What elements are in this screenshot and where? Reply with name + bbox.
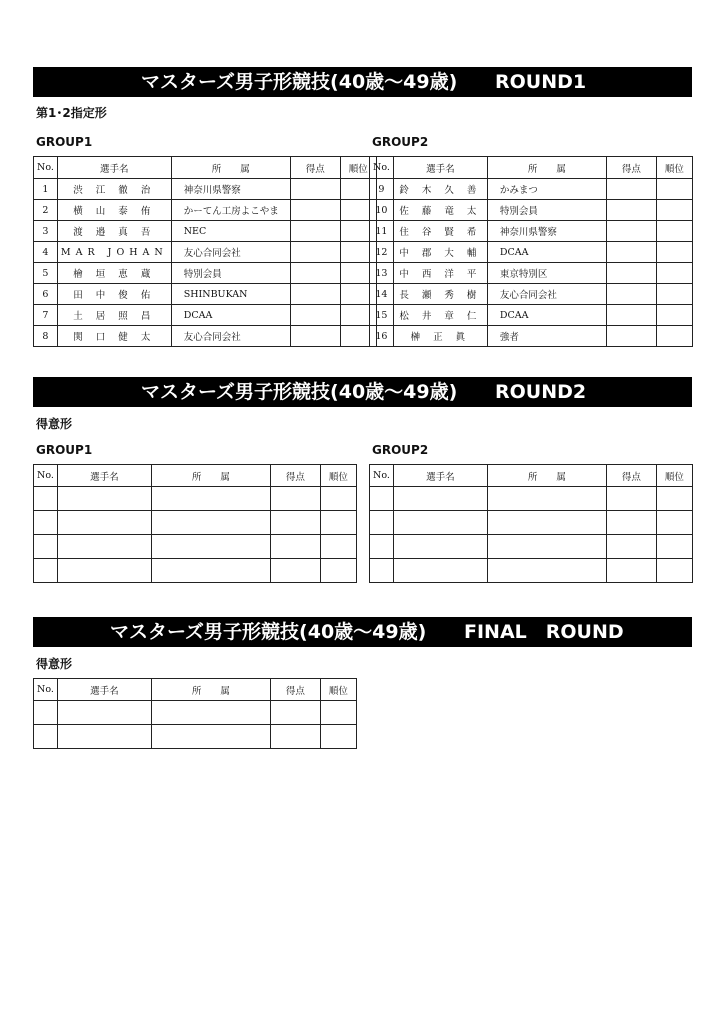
athlete-affiliation: DCAA: [487, 305, 606, 326]
athlete-name: 長 瀬 秀 樹: [393, 284, 487, 305]
score-cell: [606, 179, 656, 200]
round1-group1-table: [33, 156, 377, 347]
round2-group1-table: [33, 464, 357, 583]
athlete-affiliation: 東京特別区: [487, 263, 606, 284]
score-cell: [606, 200, 656, 221]
score-cell: [270, 535, 320, 559]
athlete-affiliation: [151, 725, 270, 749]
athlete-name: [393, 559, 487, 583]
entry-number: 6: [34, 284, 58, 305]
rank-cell: [656, 559, 692, 583]
score-cell: [270, 725, 320, 749]
header-score: 得点: [270, 679, 320, 701]
table-header-row: [370, 157, 693, 179]
score-cell: [290, 221, 340, 242]
athlete-affiliation: NEC: [171, 221, 290, 242]
table-row: [370, 284, 693, 305]
score-cell: [290, 284, 340, 305]
entry-number: [370, 559, 394, 583]
header-no: No.: [370, 465, 394, 487]
athlete-name: 檜 垣 恵 蔵: [57, 263, 171, 284]
entry-number: 16: [370, 326, 394, 347]
header-name: 選手名: [57, 465, 151, 487]
table-row: [34, 242, 377, 263]
table-row: [370, 305, 693, 326]
entry-number: [34, 725, 58, 749]
round2-group2-label: GROUP2: [372, 443, 429, 457]
athlete-name: 田 中 俊 佑: [57, 284, 171, 305]
rank-cell: [320, 559, 356, 583]
table-header-row: [34, 465, 357, 487]
header-affiliation: 所 属: [487, 465, 606, 487]
athlete-affiliation: DCAA: [171, 305, 290, 326]
table-header-row: [34, 157, 377, 179]
score-cell: [290, 326, 340, 347]
athlete-name: [393, 511, 487, 535]
header-rank: 順位: [320, 465, 356, 487]
final-subtitle: 得意形: [36, 657, 73, 671]
athlete-affiliation: [151, 701, 270, 725]
header-name: 選手名: [57, 157, 171, 179]
header-name: 選手名: [57, 679, 151, 701]
table-row: [34, 326, 377, 347]
header-rank: 順位: [656, 157, 692, 179]
score-cell: [290, 242, 340, 263]
athlete-name: 中 西 洋 平: [393, 263, 487, 284]
entry-number: [34, 559, 58, 583]
athlete-affiliation: DCAA: [487, 242, 606, 263]
score-cell: [290, 305, 340, 326]
round2-round-label: ROUND2: [495, 381, 587, 403]
entry-number: 15: [370, 305, 394, 326]
table-header-row: [34, 679, 357, 701]
athlete-affiliation: 神奈川県警察: [171, 179, 290, 200]
header-name: 選手名: [393, 465, 487, 487]
rank-cell: [656, 200, 692, 221]
rank-cell: [656, 487, 692, 511]
header-no: No.: [370, 157, 394, 179]
athlete-name: 渡 邉 真 吾: [57, 221, 171, 242]
table-row: [370, 487, 693, 511]
header-affiliation: 所 属: [151, 679, 270, 701]
athlete-name: 松 井 章 仁: [393, 305, 487, 326]
entry-number: [34, 701, 58, 725]
rank-cell: [320, 487, 356, 511]
athlete-affiliation: [151, 535, 270, 559]
athlete-affiliation: 特別会員: [171, 263, 290, 284]
entry-number: 14: [370, 284, 394, 305]
rank-cell: [320, 535, 356, 559]
athlete-name: 鈴 木 久 善: [393, 179, 487, 200]
athlete-name: [393, 535, 487, 559]
header-no: No.: [34, 465, 58, 487]
athlete-affiliation: [487, 559, 606, 583]
rank-cell: [656, 179, 692, 200]
table-row: [370, 559, 693, 583]
table-row: [34, 305, 377, 326]
final-title: マスターズ男子形競技(40歳〜49歳): [110, 621, 427, 643]
entry-number: [34, 487, 58, 511]
athlete-name: [57, 559, 151, 583]
entry-number: 2: [34, 200, 58, 221]
score-cell: [606, 326, 656, 347]
header-score: 得点: [606, 157, 656, 179]
round2-banner: [33, 377, 692, 407]
athlete-name: 住 谷 賢 希: [393, 221, 487, 242]
athlete-name: 関 口 健 太: [57, 326, 171, 347]
athlete-affiliation: SHINBUKAN: [171, 284, 290, 305]
header-affiliation: 所 属: [171, 157, 290, 179]
entry-number: 8: [34, 326, 58, 347]
table-row: [34, 511, 357, 535]
athlete-name: 榊 正 眞: [393, 326, 487, 347]
score-cell: [606, 284, 656, 305]
round2-group1-label: GROUP1: [36, 443, 93, 457]
header-score: 得点: [290, 157, 340, 179]
athlete-name: 佐 藤 竜 太: [393, 200, 487, 221]
rank-cell: [656, 511, 692, 535]
rank-cell: [656, 263, 692, 284]
entry-number: 7: [34, 305, 58, 326]
athlete-affiliation: 友心合同会社: [171, 242, 290, 263]
table-row: [370, 326, 693, 347]
table-row: [370, 535, 693, 559]
round1-round-label: ROUND1: [495, 71, 587, 93]
round1-group2-label: GROUP2: [372, 135, 429, 149]
table-row: [34, 701, 357, 725]
athlete-affiliation: [487, 487, 606, 511]
table-header-row: [370, 465, 693, 487]
final-round-label: FINAL ROUND: [464, 621, 624, 643]
round1-banner: [33, 67, 692, 97]
athlete-affiliation: [151, 559, 270, 583]
athlete-affiliation: [151, 511, 270, 535]
entry-number: 11: [370, 221, 394, 242]
table-row: [34, 725, 357, 749]
athlete-name: [393, 487, 487, 511]
athlete-affiliation: [151, 487, 270, 511]
score-cell: [270, 511, 320, 535]
final-table: [33, 678, 357, 749]
entry-number: 13: [370, 263, 394, 284]
athlete-affiliation: [487, 535, 606, 559]
table-row: [34, 284, 377, 305]
score-cell: [606, 263, 656, 284]
athlete-affiliation: かみまつ: [487, 179, 606, 200]
rank-cell: [320, 511, 356, 535]
athlete-affiliation: 友心合同会社: [487, 284, 606, 305]
score-cell: [270, 559, 320, 583]
entry-number: [34, 535, 58, 559]
entry-number: 3: [34, 221, 58, 242]
header-rank: 順位: [340, 157, 376, 179]
table-row: [370, 200, 693, 221]
athlete-affiliation: かーてん工房よこやま: [171, 200, 290, 221]
athlete-name: 渋 江 徹 治: [57, 179, 171, 200]
header-affiliation: 所 属: [487, 157, 606, 179]
table-row: [34, 200, 377, 221]
athlete-name: 中 郡 大 輔: [393, 242, 487, 263]
score-cell: [270, 701, 320, 725]
athlete-affiliation: [487, 511, 606, 535]
table-row: [370, 263, 693, 284]
entry-number: [370, 535, 394, 559]
athlete-name: [57, 725, 151, 749]
entry-number: [370, 511, 394, 535]
header-rank: 順位: [320, 679, 356, 701]
table-row: [34, 559, 357, 583]
round1-group2-table: [369, 156, 693, 347]
rank-cell: [656, 221, 692, 242]
rank-cell: [656, 305, 692, 326]
rank-cell: [656, 326, 692, 347]
score-cell: [606, 559, 656, 583]
athlete-affiliation: 神奈川県警察: [487, 221, 606, 242]
score-cell: [606, 221, 656, 242]
entry-number: 12: [370, 242, 394, 263]
score-cell: [606, 535, 656, 559]
athlete-affiliation: 友心合同会社: [171, 326, 290, 347]
table-row: [370, 221, 693, 242]
rank-cell: [320, 701, 356, 725]
athlete-name: 土 居 照 昌: [57, 305, 171, 326]
round1-title: マスターズ男子形競技(40歳〜49歳): [141, 71, 458, 93]
header-rank: 順位: [656, 465, 692, 487]
table-row: [370, 511, 693, 535]
score-cell: [290, 263, 340, 284]
entry-number: [34, 511, 58, 535]
athlete-name: [57, 487, 151, 511]
table-row: [34, 535, 357, 559]
score-cell: [606, 305, 656, 326]
athlete-name: [57, 511, 151, 535]
header-no: No.: [34, 679, 58, 701]
score-cell: [606, 242, 656, 263]
score-cell: [606, 487, 656, 511]
table-row: [34, 221, 377, 242]
round2-group2-table: [369, 464, 693, 583]
rank-cell: [656, 535, 692, 559]
score-cell: [270, 487, 320, 511]
rank-cell: [320, 725, 356, 749]
score-cell: [606, 511, 656, 535]
header-score: 得点: [270, 465, 320, 487]
table-row: [34, 487, 357, 511]
entry-number: 9: [370, 179, 394, 200]
table-row: [34, 179, 377, 200]
table-row: [370, 179, 693, 200]
table-row: [370, 242, 693, 263]
athlete-name: MAR JOHAN: [57, 242, 171, 263]
athlete-name: [57, 701, 151, 725]
header-affiliation: 所 属: [151, 465, 270, 487]
header-no: No.: [34, 157, 58, 179]
table-row: [34, 263, 377, 284]
score-cell: [290, 179, 340, 200]
athlete-affiliation: 強者: [487, 326, 606, 347]
athlete-name: [57, 535, 151, 559]
round2-title: マスターズ男子形競技(40歳〜49歳): [141, 381, 458, 403]
athlete-name: 横 山 泰 侑: [57, 200, 171, 221]
rank-cell: [656, 284, 692, 305]
round2-subtitle: 得意形: [36, 417, 73, 431]
entry-number: 5: [34, 263, 58, 284]
entry-number: 1: [34, 179, 58, 200]
athlete-affiliation: 特別会員: [487, 200, 606, 221]
entry-number: [370, 487, 394, 511]
header-score: 得点: [606, 465, 656, 487]
round1-subtitle: 第1･2指定形: [36, 106, 107, 120]
entry-number: 10: [370, 200, 394, 221]
score-cell: [290, 200, 340, 221]
rank-cell: [656, 242, 692, 263]
final-banner: [33, 617, 692, 647]
entry-number: 4: [34, 242, 58, 263]
round1-group1-label: GROUP1: [36, 135, 93, 149]
header-name: 選手名: [393, 157, 487, 179]
